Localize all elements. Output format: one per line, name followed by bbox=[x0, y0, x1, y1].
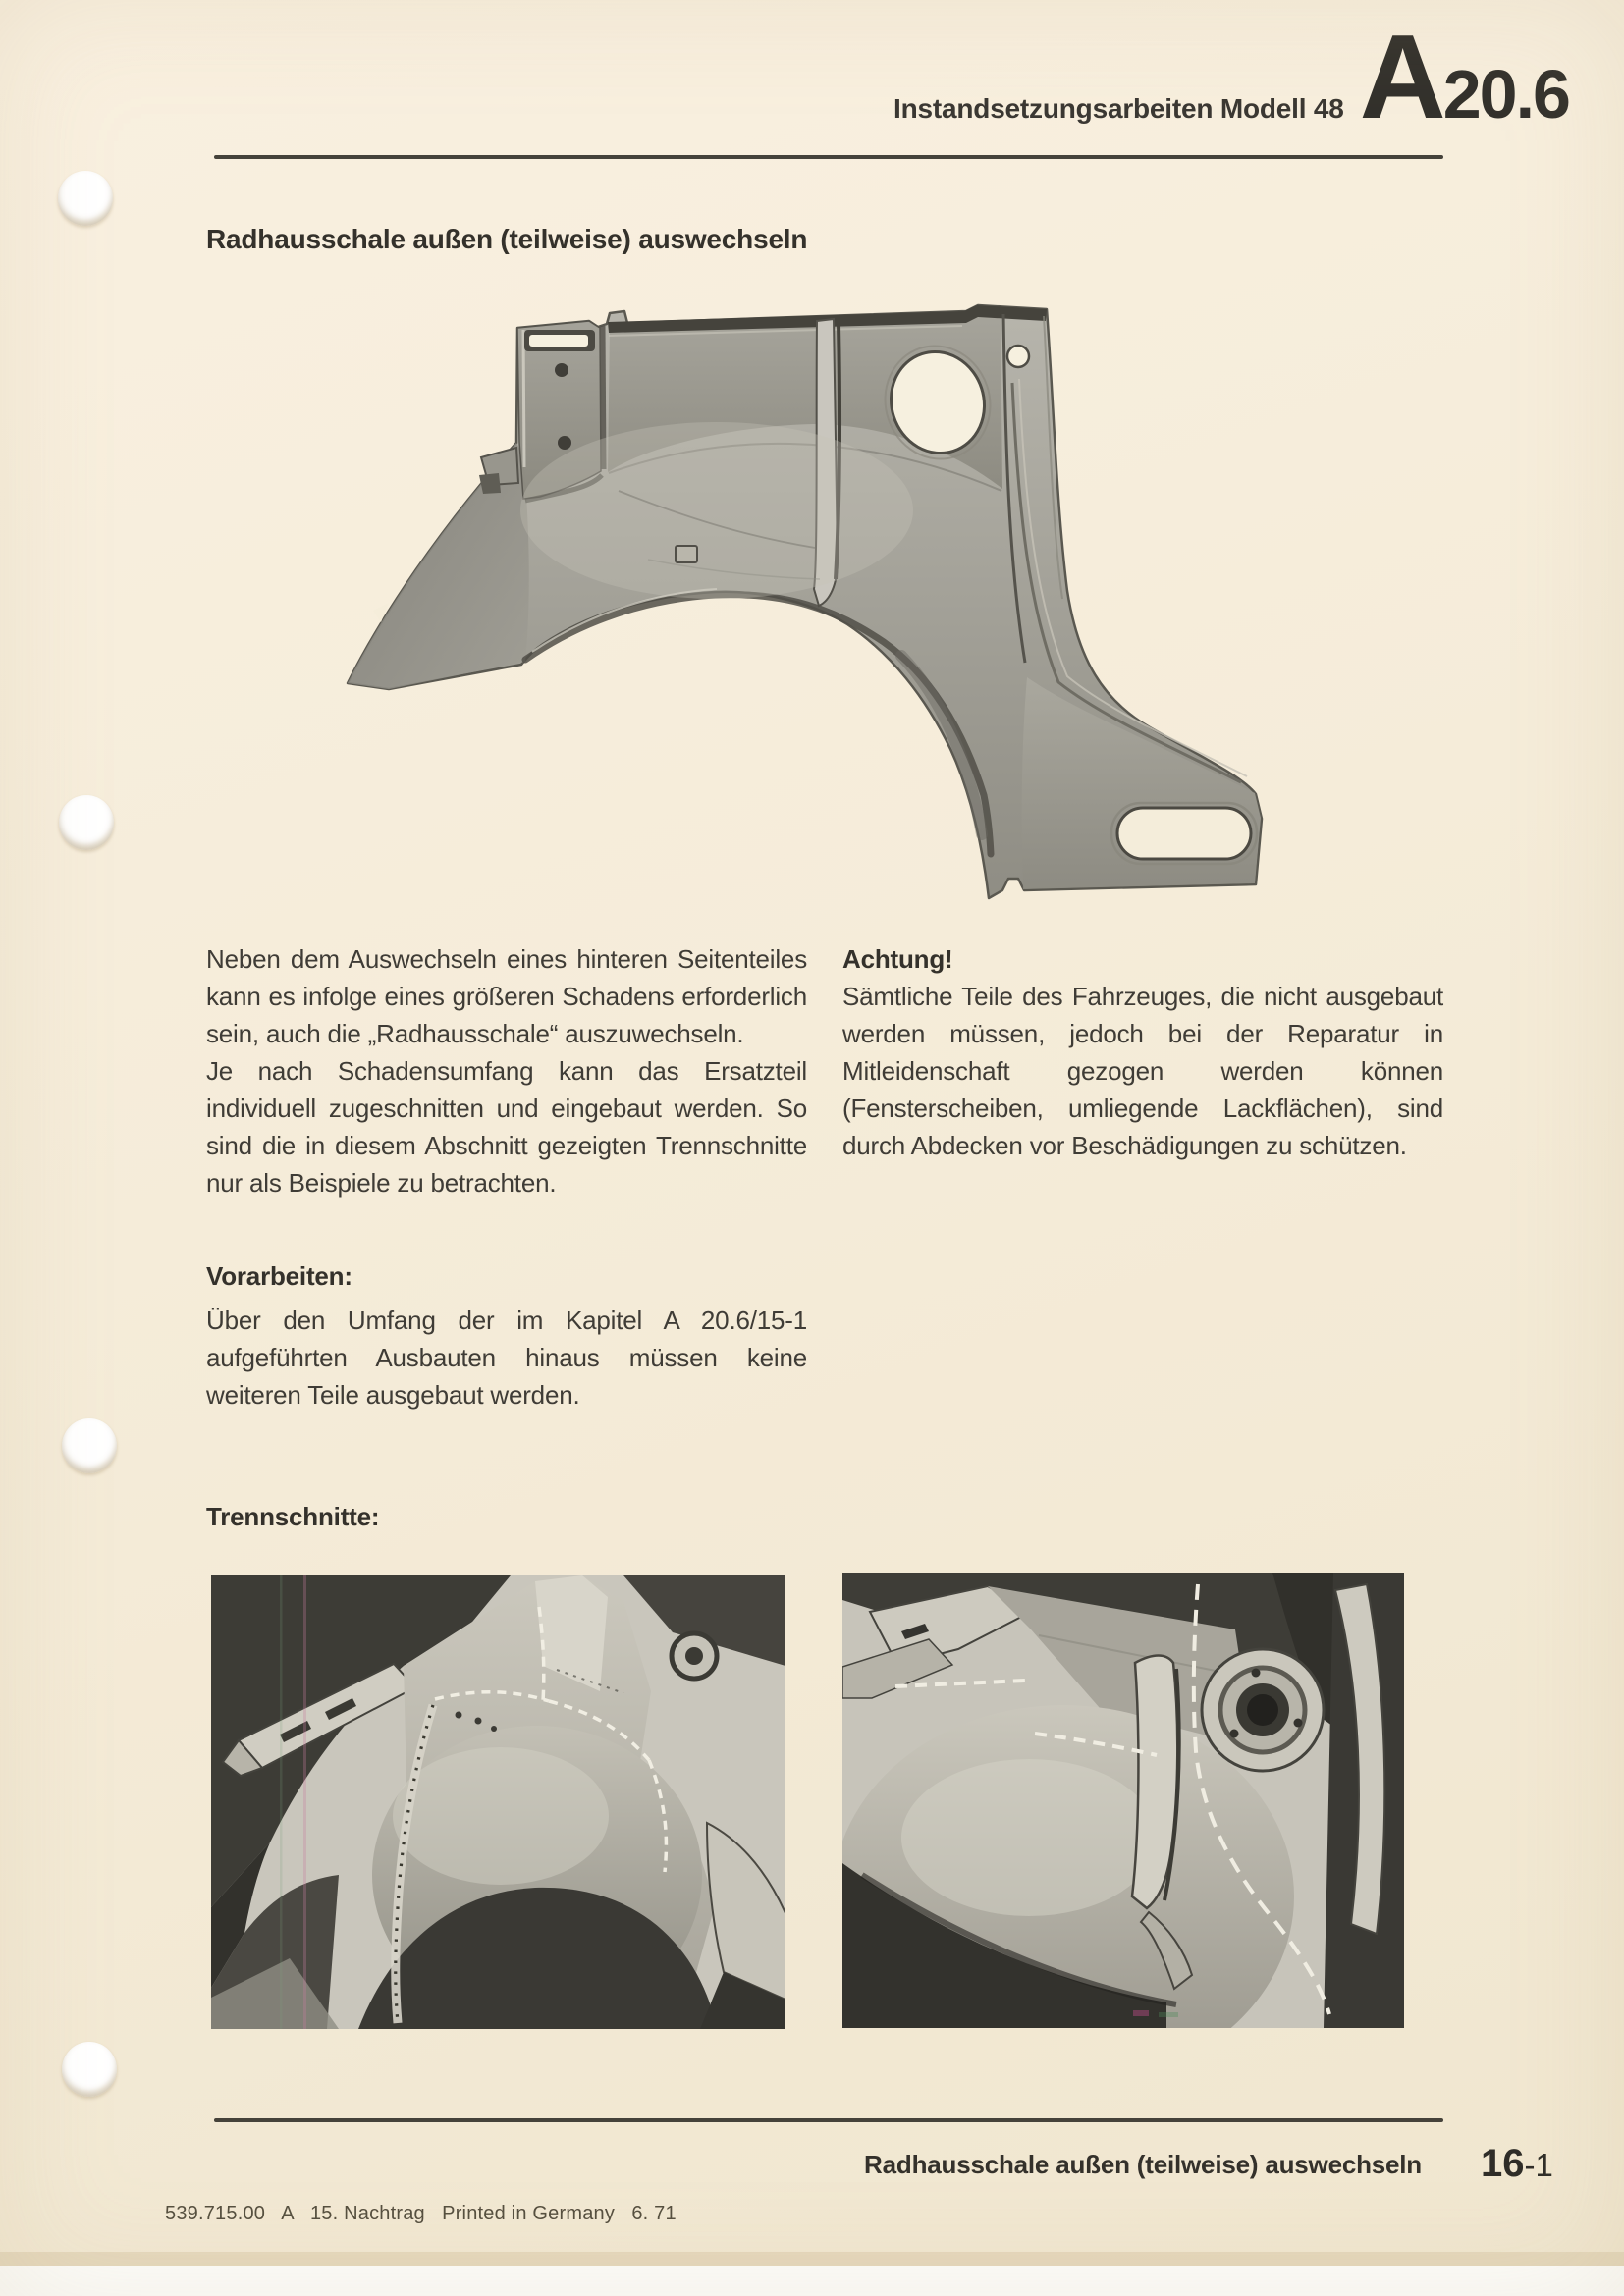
page-number-main: 16 bbox=[1481, 2142, 1525, 2185]
bolt-hole bbox=[558, 436, 571, 450]
vorarbeiten-paragraph: Über den Umfang der im Kapitel A 20.6/15-1 aufgeführten Ausbauten hinaus müssen keine weiteren Teile ausgebaut werden. bbox=[206, 1306, 807, 1410]
shock-tower-ring bbox=[1202, 1649, 1324, 1771]
punch-hole-2 bbox=[59, 795, 114, 850]
main-figure-wheel-housing-photo bbox=[324, 265, 1306, 933]
header-section-label: Instandsetzungsarbeiten Modell 48 bbox=[893, 93, 1344, 124]
scan-bottom-shade bbox=[0, 2252, 1624, 2266]
bracket-slot-hole bbox=[529, 335, 588, 347]
section-code-number: 20.6 bbox=[1442, 56, 1569, 133]
scan-bottom-edge bbox=[0, 2266, 1624, 2296]
wheel-housing-part bbox=[348, 305, 1262, 898]
dome-clip bbox=[676, 546, 697, 562]
vorarbeiten-heading: Vorarbeiten: bbox=[206, 1261, 352, 1291]
footer-running-title: Radhausschale außen (teilweise) auswechseln bbox=[864, 2150, 1422, 2179]
section-code-letter: A bbox=[1359, 10, 1441, 143]
trennschnitte-heading: Trennschnitte: bbox=[206, 1502, 380, 1531]
bolt-hole bbox=[555, 363, 568, 377]
intro-paragraph-1: Neben dem Auswechseln eines hinteren Seitenteiles kann es infolge eines größeren Schadens erforderlich sein, auch die „Radhausschale“ auszuwechseln. bbox=[206, 944, 807, 1048]
cut-photo-right bbox=[842, 1573, 1404, 2028]
imprint-line: 539.715.00 A 15. Nachtrag Printed in Germany 6. 71 bbox=[165, 2203, 677, 2224]
intro-text-column bbox=[206, 940, 807, 1201]
page-header bbox=[893, 10, 1569, 143]
attention-paragraph: Sämtliche Teile des Fahrzeuges, die nicht ausgebaut werden müssen, jedoch bei der Reparatur in Mitleidenschaft gezogen werden können (Fensterscheiben, umliegende Lackflächen), sind durch Abdecken vor Beschädigungen zu schützen. bbox=[842, 982, 1443, 1160]
footer-rule bbox=[214, 2118, 1443, 2122]
small-hole bbox=[1007, 346, 1029, 367]
page-number bbox=[1481, 2142, 1553, 2186]
punch-hole-1 bbox=[58, 171, 113, 226]
header-rule bbox=[214, 155, 1443, 159]
intro-paragraph-2: Je nach Schadensumfang kann das Ersatzteil individuell zugeschnitten und eingebaut werden. So sind die in diesem Abschnitt gezeigten Trennschnitte nur als Beispiele zu betrachten. bbox=[206, 1056, 807, 1198]
punch-hole-4 bbox=[62, 2042, 117, 2097]
cut-photo-left bbox=[211, 1575, 785, 2029]
section-code bbox=[1359, 10, 1569, 143]
foot-slot-hole bbox=[1117, 808, 1251, 859]
attention-heading: Achtung! bbox=[842, 944, 953, 974]
page-title: Radhausschale außen (teilweise) auswechseln bbox=[206, 224, 808, 254]
punch-hole-3 bbox=[62, 1418, 117, 1473]
page-number-suffix: -1 bbox=[1524, 2147, 1553, 2183]
attention-column bbox=[842, 940, 1443, 1164]
